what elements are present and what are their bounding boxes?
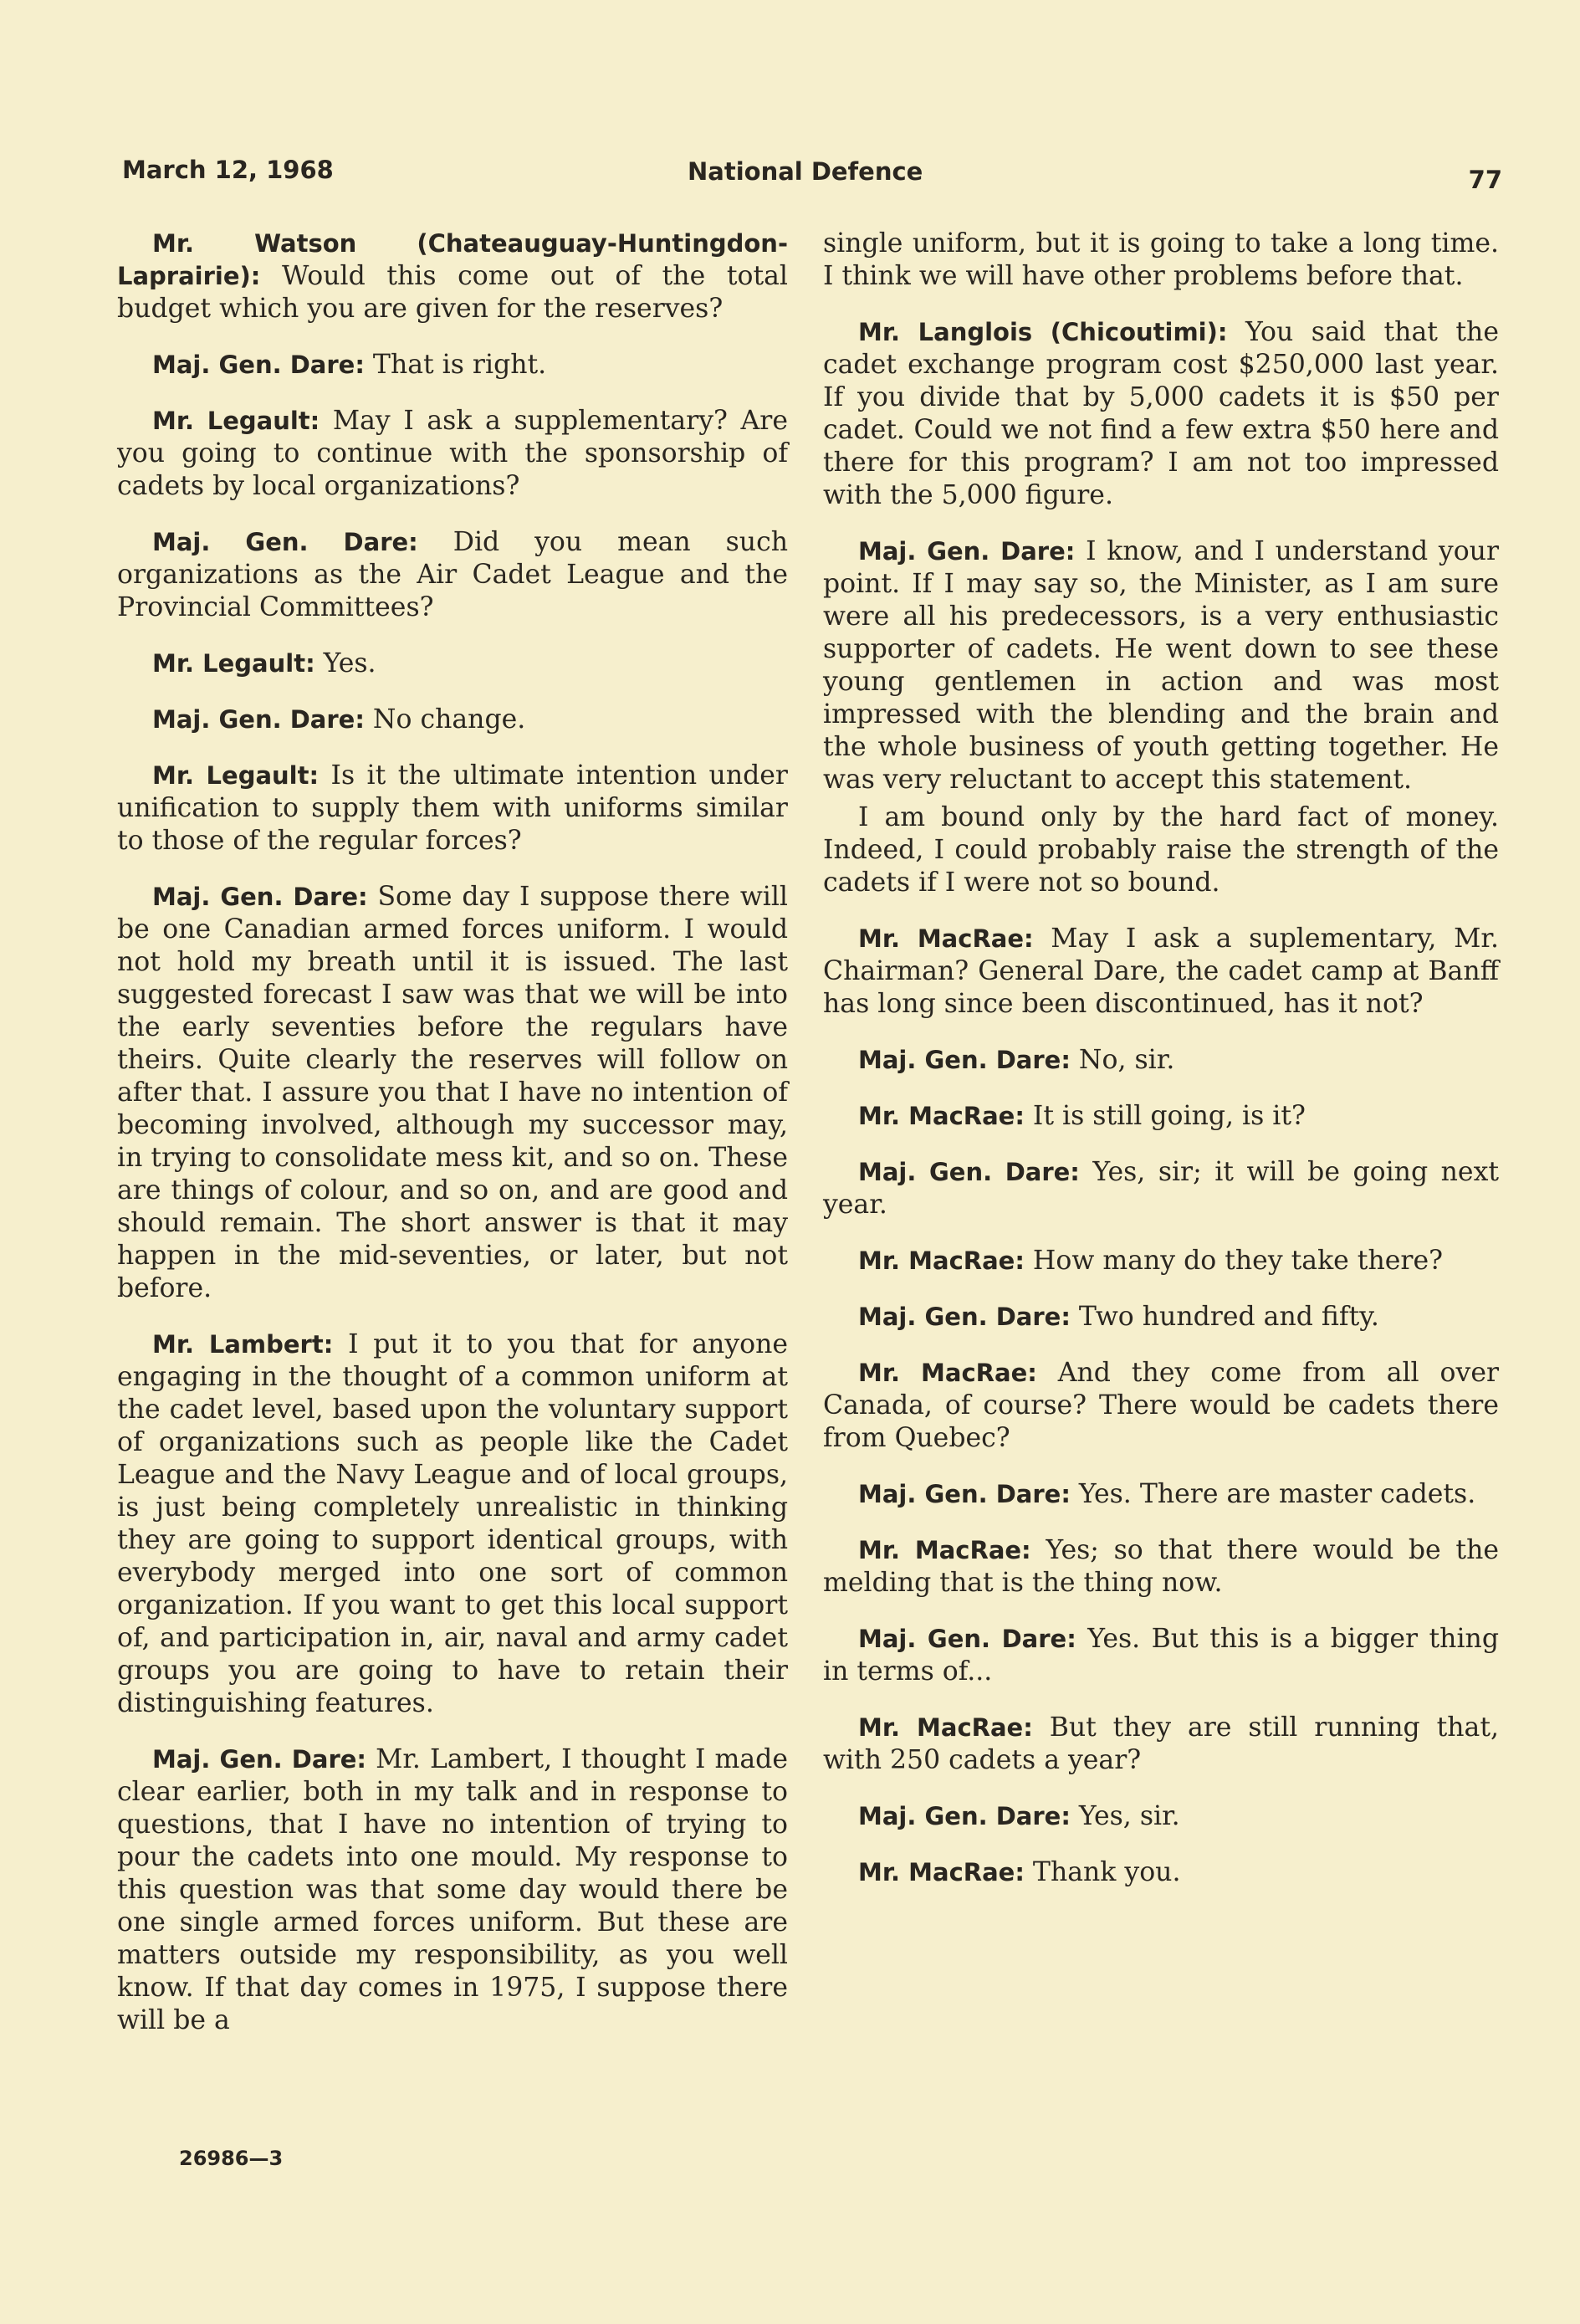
- paragraph: [117, 526, 788, 624]
- speaker: Mr. Langlois (Chicoutimi):: [858, 318, 1228, 346]
- speech-text: That is right.: [364, 350, 547, 380]
- paragraph: [823, 801, 1499, 899]
- speaker: Mr. MacRae:: [858, 1359, 1037, 1387]
- speaker: Maj. Gen. Dare:: [858, 1625, 1076, 1653]
- paragraph: [823, 1534, 1499, 1600]
- paragraph: [117, 648, 788, 680]
- speaker: Maj. Gen. Dare:: [858, 1158, 1080, 1186]
- speaker: Mr. MacRae:: [858, 1536, 1031, 1564]
- speech-text: No, sir.: [1070, 1045, 1175, 1075]
- speaker: Maj. Gen. Dare:: [858, 1802, 1071, 1830]
- footer-code: 26986—3: [179, 2147, 284, 2170]
- speech-text: I know, and I understand your point. If I may say so, the Minister, as I am sure were all his predecessors, is a very enthusiastic supporter of cadets. He went down to see these young gentlemen in action and was most impressed with the blending and the brain and the whole business of youth getting together. He was very reluctant to accept this statement.: [823, 536, 1500, 795]
- speech-text: I put it to you that for anyone engaging in the thought of a common uniform at the cadet level, based upon the voluntary support of organizations such as people like the Cadet League and the Navy League and of local groups, is just being completely unrealistic in thinking they are going to support identical groups, with everybody merged into one sort of common organization. If you want to get this local support of, and participation in, air, naval and army cadet groups you are going to have to retain their distinguishing features.: [117, 1329, 789, 1718]
- paragraph: [823, 316, 1499, 512]
- speaker: Mr. Legault:: [152, 761, 320, 790]
- paragraph: [823, 1301, 1499, 1333]
- paragraph: [117, 1328, 788, 1720]
- paragraph: [823, 1478, 1499, 1511]
- speaker: Maj. Gen. Dare:: [152, 528, 418, 556]
- paragraph: [117, 405, 788, 503]
- speaker: Maj. Gen. Dare:: [858, 537, 1076, 566]
- speech-text: Two hundred and fifty.: [1070, 1302, 1379, 1332]
- paragraph: [117, 704, 788, 736]
- page-number: 77: [1468, 166, 1502, 194]
- speech-text: Yes, sir; it will be going next year.: [823, 1157, 1499, 1220]
- speaker: Mr. Lambert:: [152, 1330, 334, 1359]
- speaker: Maj. Gen. Dare:: [152, 883, 368, 911]
- paragraph: [823, 1357, 1499, 1455]
- header-title: National Defence: [688, 157, 923, 186]
- speech-text: Would this come out of the total budget which you are given for the reserves?: [117, 261, 788, 324]
- speech-text: Yes.: [314, 648, 376, 678]
- left-column: [117, 228, 788, 2060]
- paragraph: [823, 923, 1499, 1021]
- speech-text: How many do they take there?: [1024, 1246, 1443, 1276]
- paragraph: [823, 1245, 1499, 1277]
- speech-text: Did you mean such organizations as the Air Cadet League and the Provincial Committees?: [117, 527, 788, 622]
- speech-text: Yes. There are master cadets.: [1070, 1479, 1476, 1509]
- speaker: Mr. Watson (Chateauguay-Huntingdon-Laprairie):: [117, 229, 788, 290]
- speaker: Maj. Gen. Dare:: [152, 705, 365, 734]
- speech-text: And they come from all over Canada, of course? There would be cadets there from Quebec?: [823, 1358, 1500, 1453]
- paragraph-continued: [823, 228, 1499, 293]
- speech-text: single uniform, but it is going to take a long time. I think we will have other problems before that.: [823, 228, 1499, 291]
- speaker: Mr. MacRae:: [858, 1102, 1025, 1130]
- paragraph: [117, 1743, 788, 2037]
- speech-text: Some day I suppose there will be one Canadian armed forces uniform. I would not hold my breath until it is issued. The last suggested forecast I saw was that we will be into the early seventies before the regulars have theirs. Quite clearly the reserves will follow on after that. I assure you that I have no intention of becoming involved, although my successor may, in trying to consolidate mess kit, and so on. These are things of colour, and so on, and are good and should remain. The short answer is that it may happen in the mid-seventies, or later, but not before.: [117, 882, 789, 1303]
- paragraph: [823, 535, 1499, 796]
- paragraph: [823, 1044, 1499, 1077]
- paragraph: [117, 881, 788, 1305]
- speech-text: May I ask a suplementary, Mr. Chairman? General Dare, the cadet camp at Banff has long since been discontinued, has it not?: [823, 924, 1500, 1019]
- paragraph: [117, 228, 788, 325]
- paragraph: [823, 1156, 1499, 1221]
- speaker: Maj. Gen. Dare:: [858, 1046, 1071, 1074]
- speech-text: It is still going, is it?: [1024, 1101, 1306, 1131]
- speech-text: Yes, sir.: [1070, 1801, 1180, 1831]
- paragraph: [823, 1856, 1499, 1889]
- speaker: Maj. Gen. Dare:: [152, 1745, 367, 1774]
- speaker: Maj. Gen. Dare:: [152, 351, 365, 379]
- speech-text: You said that the cadet exchange program cost $250,000 last year. If you divide that by 5,000 cadets it is $50 per cadet. Could we not find a few extra $50 here and there for this program? I am not too impressed with the 5,000 figure.: [823, 317, 1499, 510]
- speaker: Mr. MacRae:: [858, 1858, 1025, 1886]
- speech-text: I am bound only by the hard fact of money. Indeed, I could probably raise the strength of the cadets if I were not so bound.: [823, 802, 1499, 898]
- speaker: Mr. MacRae:: [858, 1713, 1033, 1742]
- paragraph: [823, 1623, 1499, 1688]
- speech-text: Yes; so that there would be the melding that is the thing now.: [823, 1535, 1499, 1598]
- paragraph: [117, 349, 788, 381]
- speaker: Mr. MacRae:: [858, 924, 1034, 953]
- page-header: [122, 156, 1502, 197]
- speaker: Mr. Legault:: [152, 649, 315, 678]
- speech-text: But they are still running that, with 250 cadets a year?: [823, 1712, 1500, 1775]
- speech-text: Mr. Lambert, I thought I made clear earlier, both in my talk and in response to questions, that I have no intention of trying to pour the cadets into one mould. My response to this question was that some day would there be one single armed forces uniform. But these are matters outside my responsibility, as you well know. If that day comes in 1975, I suppose there will be a: [117, 1744, 788, 2035]
- speaker: Maj. Gen. Dare:: [858, 1480, 1071, 1508]
- speaker: Maj. Gen. Dare:: [858, 1303, 1071, 1331]
- header-date: March 12, 1968: [122, 156, 334, 184]
- speech-text: No change.: [364, 704, 526, 735]
- paragraph: [823, 1800, 1499, 1833]
- paragraph: [117, 760, 788, 857]
- speech-text: Thank you.: [1024, 1857, 1181, 1887]
- paragraph: [823, 1712, 1499, 1777]
- right-column: [823, 228, 1499, 1912]
- paragraph: [823, 1100, 1499, 1133]
- speech-text: Is it the ultimate intention under unification to supply them with uniforms similar to those of the regular forces?: [117, 760, 788, 856]
- speech-text: May I ask a supplementary? Are you going to continue with the sponsorship of cadets by local organizations?: [117, 406, 788, 501]
- speech-text: Yes. But this is a bigger thing in terms of...: [823, 1624, 1499, 1687]
- speaker: Mr. Legault:: [152, 407, 320, 435]
- speaker: Mr. MacRae:: [858, 1246, 1025, 1275]
